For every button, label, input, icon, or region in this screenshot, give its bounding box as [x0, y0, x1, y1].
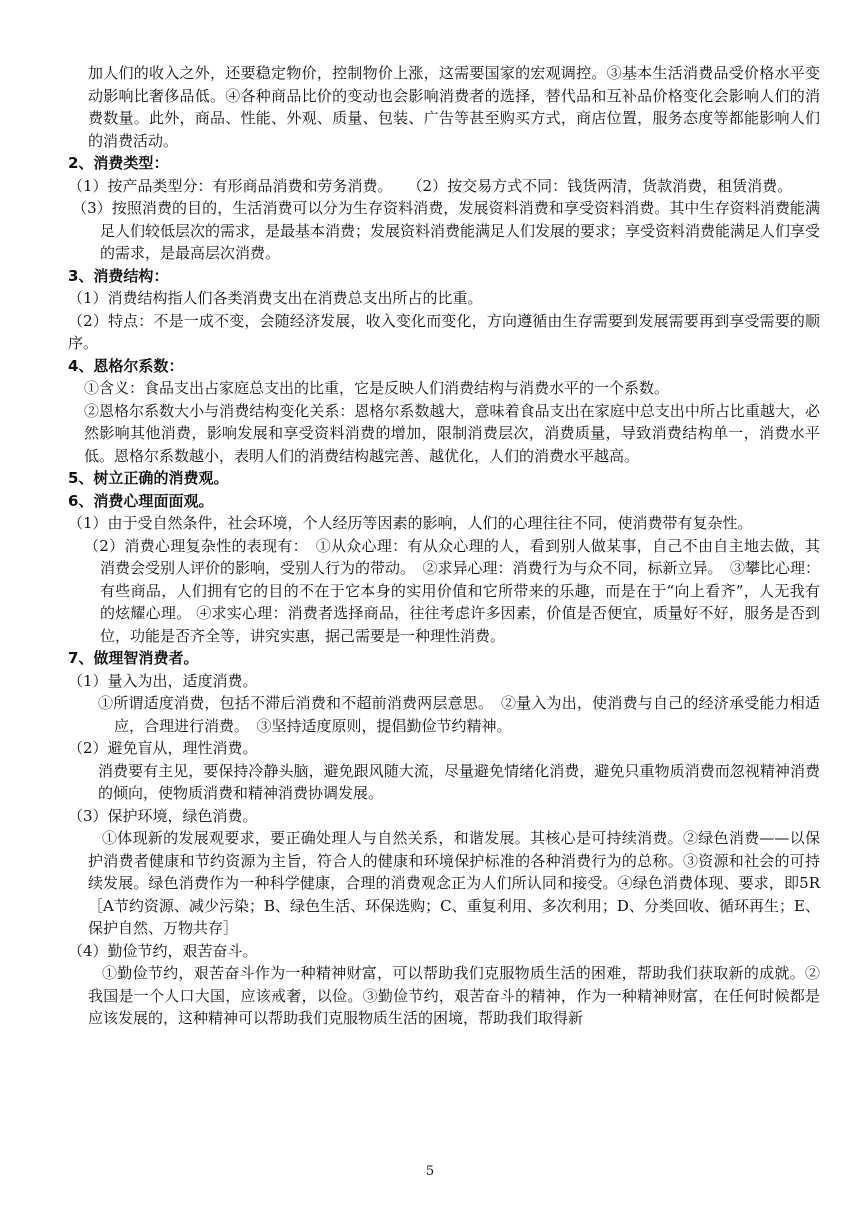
subheading-moderate-consumption: （1）量入为出，适度消费。: [68, 671, 258, 690]
paragraph-structure-2: （2）特点：不是一成不变，会随经济发展，收入变化而变化，方向遵循由生存需要到发展需要再到享受需要的顺序。: [68, 311, 820, 352]
subheading-thrift: （4）勤俭节约，艰苦奋斗。: [68, 941, 258, 960]
paragraph-price-factors: 加人们的收入之外，还要稳定物价，控制物价上涨，这需要国家的宏观调控。③基本生活消费品受价格水平变动影响比奢侈品低。④各种商品比价的变动也会影响消费者的选择，替代品和互补品价格变化会影响人们的消费数量。此外，商品、性能、外观、质量、包装、广告等甚至购买方式，商店位置，服务态度等都能影响人们的消费活动。: [88, 64, 820, 150]
paragraph-engel-relation: ②恩格尔系数大小与消费结构变化关系：恩格尔系数越大，意味着食品支出在家庭中总支出中所占比重越大，必然影响其他消费，影响发展和享受资料消费的增加，限制消费层次，消费质量，导致消费结构单一，消费水平低。恩格尔系数越小，表明人们的消费结构越完善、越优化，人们的消费水平越高。: [84, 401, 820, 465]
paragraph-rational-consumption: 消费要有主见，要保持冷静头脑，避免跟风随大流，尽量避免情绪化消费，避免只重物质消费而忽视精神消费的倾向，使物质消费和精神消费协调发展。: [98, 761, 820, 802]
paragraph-thrift: ①勤俭节约，艰苦奋斗作为一种精神财富，可以帮助我们克服物质生活的困难，帮助我们获取新的成就。②我国是一个人口大国，应该戒奢，以俭。③勤俭节约，艰苦奋斗的精神，作为一种精神财富，在任何时候都是应该发展的，这种精神可以帮助我们克服物质生活的困境，帮助我们取得新: [88, 964, 820, 1027]
subheading-green-consumption: （3）保护环境，绿色消费。: [68, 806, 258, 825]
heading-engel-coefficient: 4、恩格尔系数：: [68, 356, 184, 375]
heading-consumption-types: 2、消费类型：: [68, 154, 169, 172]
heading-consumer-psychology: 6、消费心理面面观。: [68, 491, 214, 510]
page-body: [68, 62, 820, 1030]
paragraph-engel-definition: ①含义：食品支出占家庭总支出的比重，它是反映人们消费结构与消费水平的一个系数。: [84, 379, 670, 397]
paragraph-types-3: （3）按照消费的目的，生活消费可以分为生存资料消费，发展资料消费和享受资料消费。其中生存资料消费能满足人们较低层次的需求，是最基本消费；发展资料消费能满足人们发展的要求；享受资料消费能满足人们享受的需求，是最高层次消费。: [72, 199, 821, 262]
heading-consumption-structure: 3、消费结构：: [68, 266, 169, 285]
paragraph-structure-1: （1）消费结构指人们各类消费支出在消费总支出所占的比重。: [68, 289, 483, 307]
subheading-rational-consumption: （2）避免盲从，理性消费。: [68, 739, 258, 757]
paragraph-moderate-consumption: ①所谓适度消费，包括不滞后消费和不超前消费两层意思。 ②量入为出，使消费与自己的经济承受能力相适应，合理进行消费。 ③坚持适度原则，提倡勤俭节约精神。: [98, 694, 820, 735]
paragraph-psychology-2: （2）消费心理复杂性的表现有： ①从众心理：有从众心理的人，看到别人做某事，自己不由自主地去做，其消费会受别人评价的影响，受别人行为的带动。 ②求异心理：消费行为与众不同，标新立异。 ③攀比心理：有些商品，人们拥有它的目的不在于它本身的实用价值和它所带来的乐趣，而是在于“向上看齐”，人无我有的炫耀心理。 ④求实心理：消费者选择商品，往往考虑许多因素，价值是否便宜，质量好不好，服务是否到位，功能是否齐全等，讲究实惠，据己需要是一种理性消费。: [84, 536, 821, 645]
paragraph-green-consumption: ①体现新的发展观要求，要正确处理人与自然关系，和谐发展。其核心是可持续消费。②绿色消费——以保护消费者健康和节约资源为主旨，符合人的健康和环境保护标准的各种消费行为的总称。③资源和社会的可持续发展。绿色消费作为一种科学健康，合理的消费观念正为人们所认同和接受。④绿色消费体现、要求，即5R［A节约资源、减少污染；B、绿色生活、环保选购；C、重复利用、多次利用；D、分类回收、循环再生；E、保护自然、万物共存］: [88, 829, 820, 937]
heading-correct-consumption-view: 5、树立正确的消费观。: [68, 469, 229, 487]
heading-rational-consumer: 7、做理智消费者。: [68, 649, 199, 667]
paragraph-psychology-1: （1）由于受自然条件，社会环境，个人经历等因素的影响，人们的心理往往不同，使消费带有复杂性。: [68, 514, 753, 532]
paragraph-types-1-2: （1）按产品类型分：有形商品消费和劳务消费。 （2）按交易方式不同：钱货两清，货款消费，租赁消费。: [68, 176, 793, 195]
page-number: 5: [425, 1164, 435, 1179]
